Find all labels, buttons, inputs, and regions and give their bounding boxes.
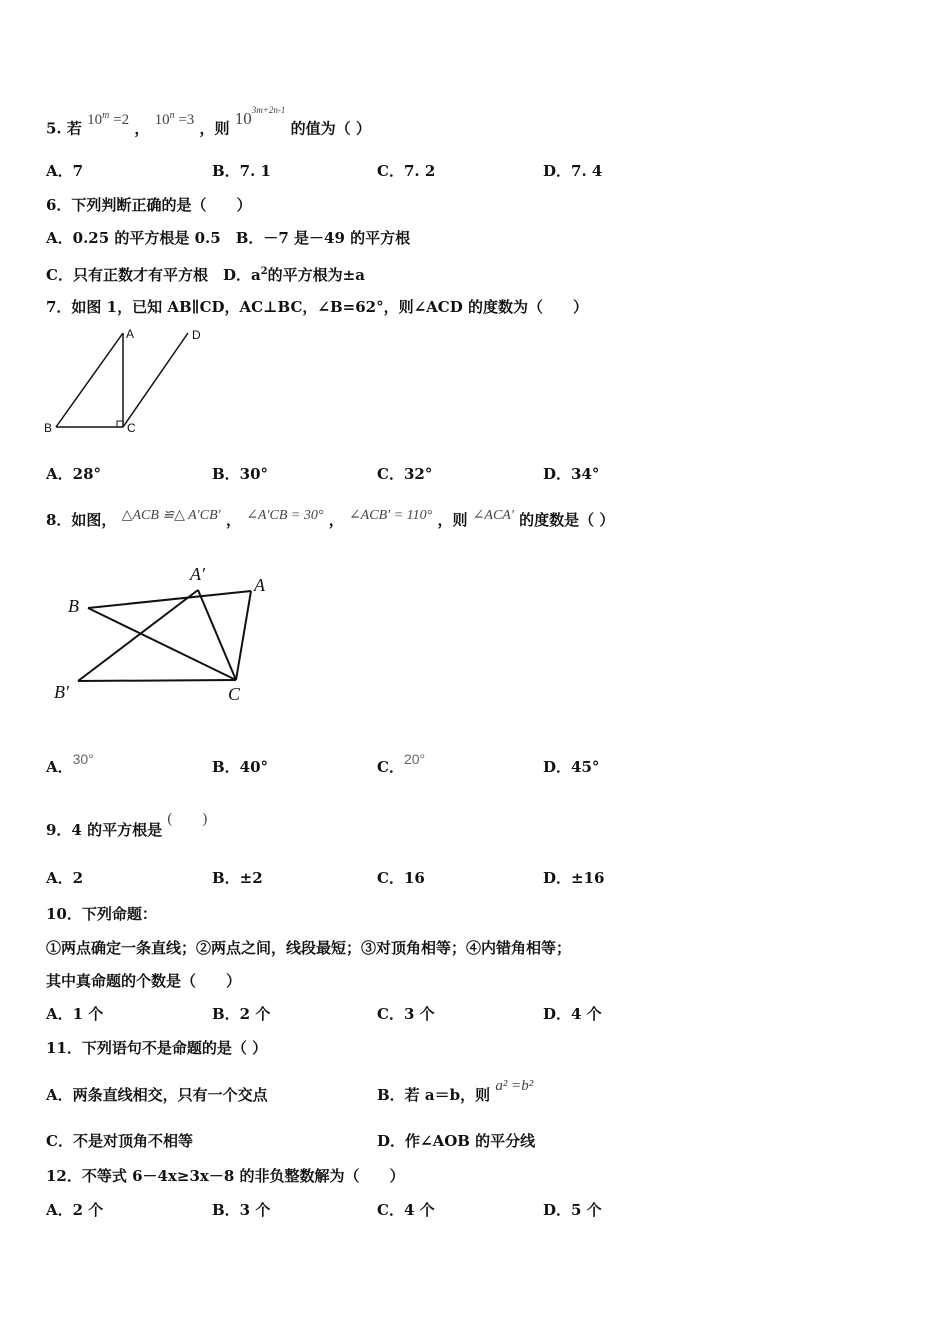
q12-option-c[interactable]: C．4 个 (377, 1201, 435, 1219)
q10-option-a[interactable]: A．1 个 (46, 1005, 104, 1023)
q8-cond1: △ACB ≌△ A′CB′ (121, 508, 221, 523)
q7-label-a: A (126, 327, 135, 341)
q5-lead: 若 (66, 119, 82, 138)
q5-expr2: $10^n =3$ (154, 109, 195, 128)
q5-option-a[interactable]: A．7 (46, 162, 84, 180)
q8-label-c: C (228, 684, 241, 704)
q12-stem: 12．不等式 6－4x≥3x－8 的非负整数解为（ ） (46, 1167, 405, 1185)
q7-figure (40, 326, 210, 438)
q8-line-bc (88, 608, 236, 680)
q10-option-d[interactable]: D．4 个 (543, 1005, 602, 1023)
q8-figure (48, 560, 278, 710)
q8-line-a'c (198, 590, 236, 680)
q8-stem: 8．如图， △ACB ≌△ A′CB′ ， ∠A′CB = 30° ， ∠ACB′ = 110° ，则 ∠ACA′ 的度数是（ ） (46, 508, 615, 529)
q8-target: ∠ACA′ (472, 508, 514, 523)
q11-stem: 11．下列语句不是命题的是（ ） (46, 1039, 268, 1057)
q7-right-angle-mark (117, 421, 123, 427)
q8-tail: 的度数是（ ） (519, 511, 615, 529)
q5-stem (46, 105, 371, 140)
q7-line-cd (123, 333, 188, 427)
q8-option-b[interactable]: B．40° (212, 758, 269, 776)
q8-option-d[interactable]: D．45° (543, 758, 600, 776)
q8-line-ba (88, 591, 251, 608)
q11-option-b[interactable]: B．若 a＝b，则 a² =b² (377, 1078, 534, 1104)
q7-option-b[interactable]: B．30° (212, 465, 269, 483)
q8-label-a: A (254, 575, 265, 595)
q5-expr3: $10^{3m+2n-1}$ (234, 105, 286, 128)
q7-option-a[interactable]: A．28° (46, 465, 102, 483)
q12-option-d[interactable]: D．5 个 (543, 1201, 602, 1219)
q10-question: 其中真命题的个数是（ ） (46, 972, 242, 990)
q9-option-b[interactable]: B．±2 (212, 869, 263, 887)
q9-stem: 9．4 的平方根是 ( ) (46, 811, 208, 839)
q9-option-c[interactable]: C．16 (377, 869, 425, 887)
q7-line-ab (56, 333, 123, 427)
q5-option-b[interactable]: B．7. 1 (212, 162, 271, 180)
q8-cond3: ∠ACB′ = 110° (348, 508, 433, 523)
q5-tail: 的值为（ ） (290, 119, 371, 138)
q8-line-ac (236, 591, 251, 680)
q7-option-d[interactable]: D．34° (543, 465, 600, 483)
q12-option-a[interactable]: A．2 个 (46, 1201, 104, 1219)
q9-option-d[interactable]: D．±16 (543, 869, 605, 887)
q5-number: 5. (46, 119, 62, 138)
q5-option-d[interactable]: D．7. 4 (543, 162, 603, 180)
q10-option-b[interactable]: B．2 个 (212, 1005, 271, 1023)
q8-label-b: B (68, 596, 79, 616)
q8-line-b'c (78, 680, 236, 681)
q11-option-d[interactable]: D．作∠AOB 的平分线 (377, 1132, 536, 1150)
q9-option-a[interactable]: A．2 (46, 869, 84, 887)
q7-stem: 7．如图 1，已知 AB∥CD，AC⊥BC，∠B=62°，则∠ACD 的度数为（ ） (46, 298, 588, 316)
q8-lead: 8．如图， (46, 511, 117, 529)
q6-options-row2[interactable]: C．只有正数才有平方根 D．$a^2$的平方根为±a (46, 266, 365, 284)
q7-label-b: B (44, 421, 53, 435)
q8-label-b-prime: B′ (54, 682, 69, 702)
q12-option-b[interactable]: B．3 个 (212, 1201, 271, 1219)
q8-label-a-prime: A′ (190, 564, 205, 584)
q7-option-c[interactable]: C．32° (377, 465, 433, 483)
q11-option-c[interactable]: C．不是对顶角不相等 (46, 1132, 193, 1150)
q5-then: ，则 (199, 119, 230, 138)
q5-sep: ， (134, 119, 150, 138)
q7-label-d: D (192, 328, 201, 342)
q8-option-a[interactable]: A．30° (46, 751, 94, 776)
q11-option-a[interactable]: A．两条直线相交，只有一个交点 (46, 1086, 268, 1104)
q5-expr1: $10^m =2$ (87, 109, 130, 128)
q5-option-c[interactable]: C．7. 2 (377, 162, 436, 180)
q6-options-row1[interactable]: A．0.25 的平方根是 0.5 B．－7 是－49 的平方根 (46, 229, 411, 247)
q10-option-c[interactable]: C．3 个 (377, 1005, 435, 1023)
q10-stem: 10．下列命题： (46, 905, 157, 923)
q7-label-c: C (127, 421, 136, 435)
q8-option-c[interactable]: C．20° (377, 751, 426, 776)
q6-stem: 6．下列判断正确的是（ ） (46, 196, 252, 214)
q10-propositions: ①两点确定一条直线；②两点之间，线段最短；③对顶角相等；④内错角相等； (46, 939, 572, 957)
q8-then: ，则 (437, 511, 468, 529)
q8-cond2: ∠A′CB = 30° (246, 508, 324, 523)
q9-paren: ( ) (167, 811, 208, 827)
